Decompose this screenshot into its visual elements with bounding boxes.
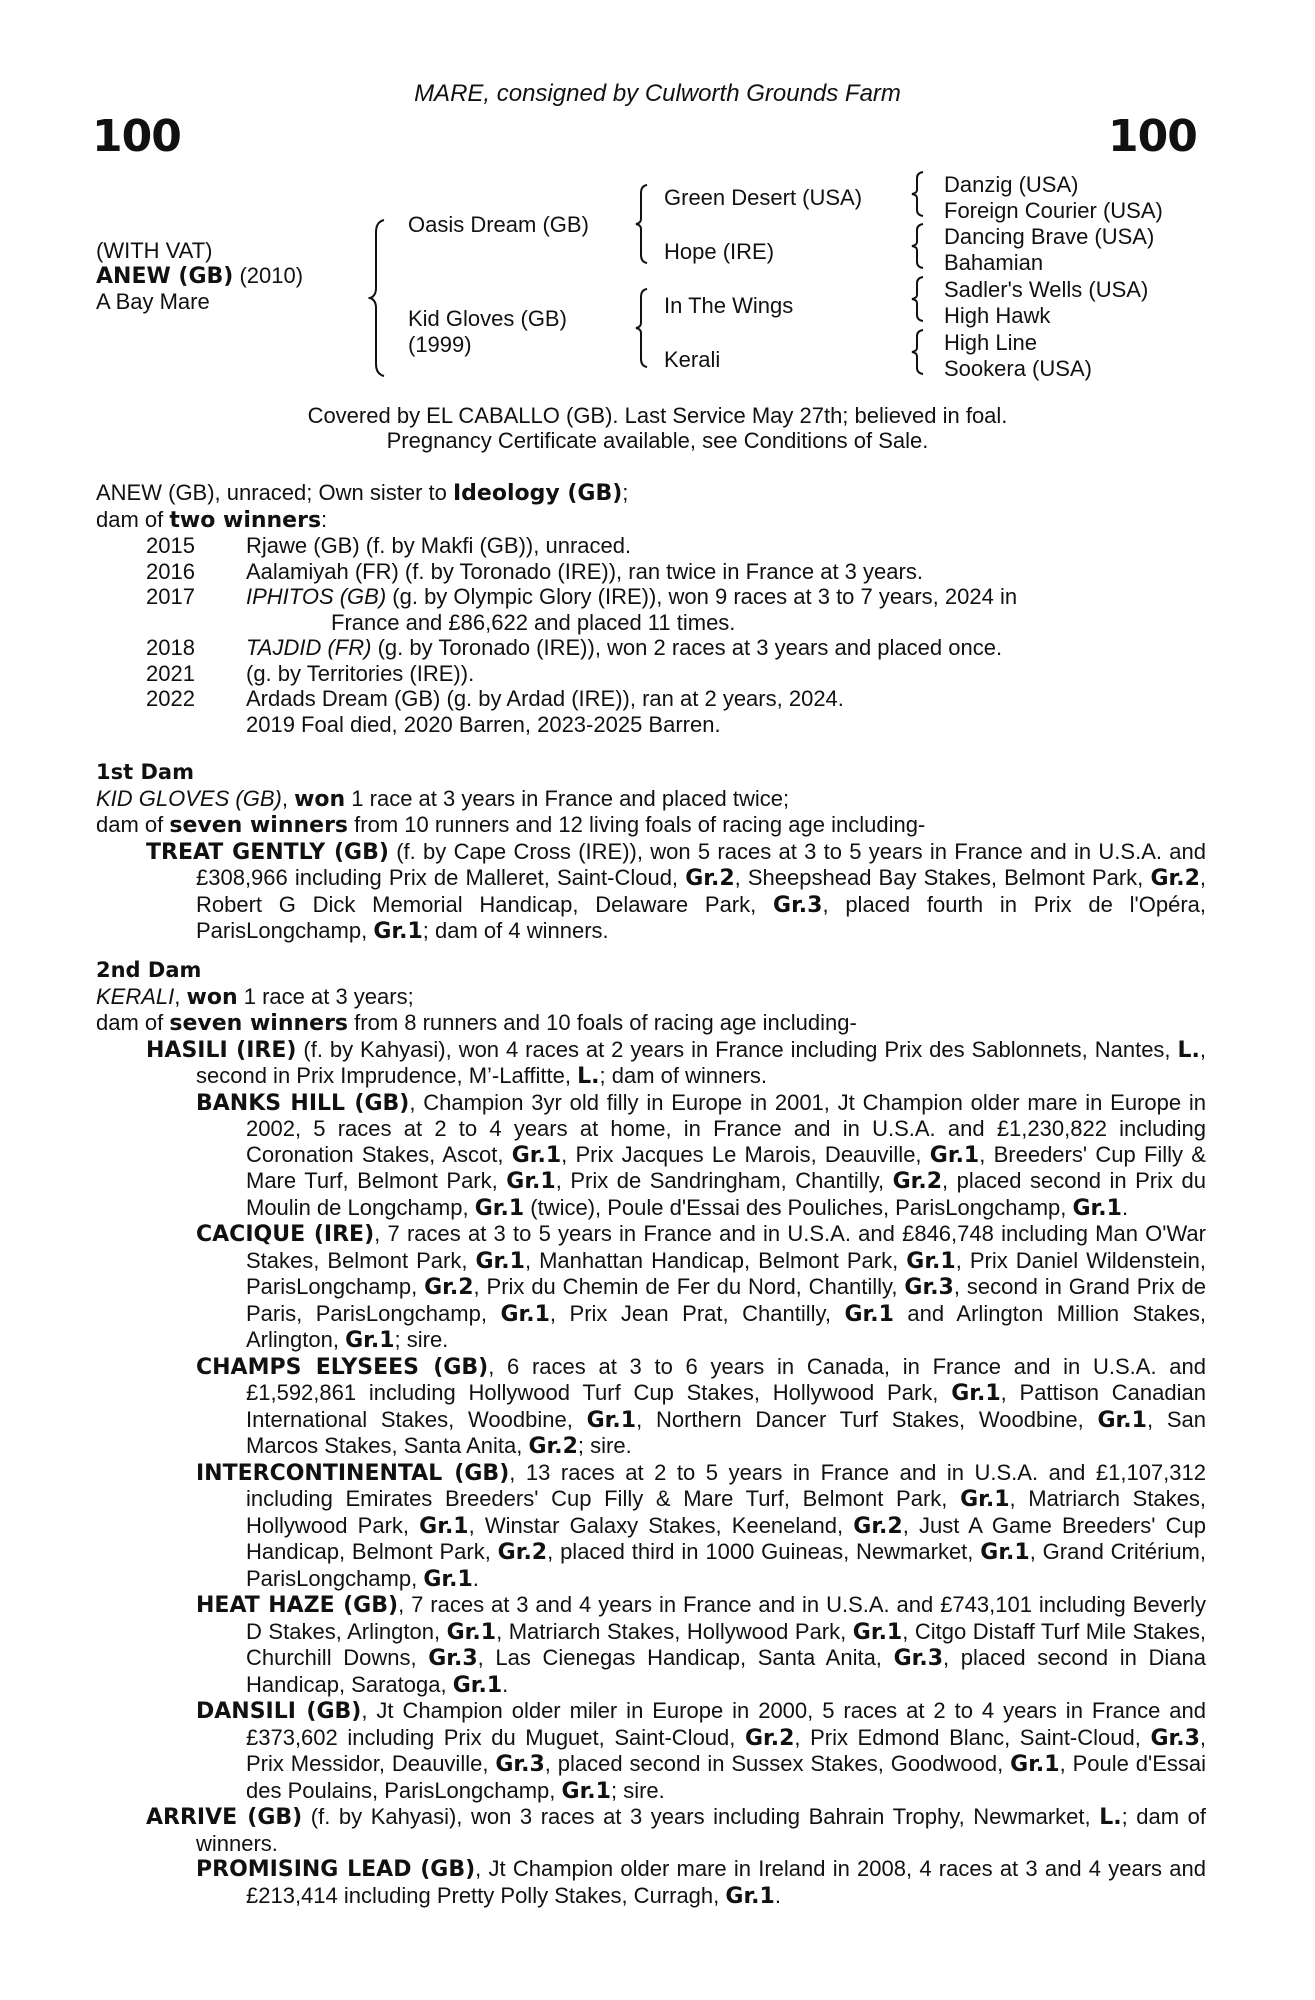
produce-dam-of: dam of two winners: bbox=[96, 506, 328, 533]
produce-intro: ANEW (GB), unraced; Own sister to Ideology (GB); bbox=[96, 480, 629, 506]
produce-record: 2018 TAJDID (FR) (g. by Toronado (IRE)), won 2 races at 3 years and placed once. bbox=[146, 635, 1003, 660]
pedigree-g3-6: High Hawk bbox=[944, 303, 1051, 328]
pedigree-g3-8: Sookera (USA) bbox=[944, 356, 1092, 381]
progeny-arrive: ARRIVE (GB) (f. by Kahyasi), won 3 races at 3 years including Bahrain Trophy, Newmarket, L.; dam of winners. bbox=[146, 1804, 1206, 1856]
lot-number-left: 100 bbox=[92, 111, 181, 162]
second-dam-record: KERALI, won 1 race at 3 years; bbox=[96, 983, 414, 1010]
produce-record: 2022 Ardads Dream (GB) (g. by Ardad (IRE)), ran at 2 years, 2024. bbox=[146, 686, 844, 711]
horse-description: A Bay Mare bbox=[96, 289, 210, 314]
pedigree-g3-7: High Line bbox=[944, 330, 1037, 355]
produce-record: 2021 (g. by Territories (IRE)). bbox=[146, 660, 475, 686]
brace-icon bbox=[634, 287, 652, 369]
produce-note: 2019 Foal died, 2020 Barren, 2023-2025 Barren. bbox=[246, 711, 721, 737]
pedigree-g3-4: Bahamian bbox=[944, 250, 1044, 275]
second-dam-name: KERALI bbox=[96, 983, 175, 1009]
page-header-title: MARE, consigned by Culworth Grounds Farm bbox=[414, 80, 901, 107]
brace-icon bbox=[910, 222, 928, 270]
progeny-banks-hill: BANKS HILL (GB), Champion 3yr old filly in Europe in 2001, Jt Champion older mare in Europe in 2002, 5 races at 2 to 4 years at home, in France and in U.S.A. and £1,230,822 including Coronation Stakes, Ascot, Gr.1, Prix Jacques Le Marois, Deauville, Gr.1, Breeders' Cup Filly & Mare Turf, Belmont Park, Gr.1, Prix de Sandringham, Chantilly, Gr.2, placed second in Prix du Moulin de Longchamp, Gr.1 (twice), Poule d'Essai des Pouliches, ParisLongchamp, Gr.1. bbox=[196, 1089, 1206, 1221]
progeny-hasili: HASILI (IRE) (f. by Kahyasi), won 4 races at 2 years in France including Prix des Sablonnets, Nantes, L., second in Prix Imprudence, M’-Laffitte, L.; dam of winners. bbox=[146, 1036, 1206, 1089]
pedigree-g3-5: Sadler's Wells (USA) bbox=[944, 277, 1149, 302]
progeny-promising-lead: PROMISING LEAD (GB), Jt Champion older mare in Ireland in 2008, 4 races at 3 and 4 years and £213,414 including Pretty Polly Stakes, Curragh, Gr.1. bbox=[196, 1856, 1206, 1909]
progeny-treat-gently: TREAT GENTLY (GB) (f. by Cape Cross (IRE)), won 5 races at 3 to 5 years in France and in U.S.A. and £308,966 including Prix de Malleret, Saint-Cloud, Gr.2, Sheepshead Bay Stakes, Belmont Park, Gr.2, Robert G Dick Memorial Handicap, Delaware Park, Gr.3, placed fourth in Prix de l'Opéra, ParisLongchamp, Gr.1; dam of 4 winners. bbox=[146, 838, 1207, 944]
brace-icon bbox=[634, 183, 652, 265]
second-dam-section bbox=[96, 958, 1206, 1909]
first-dam-section bbox=[96, 760, 1206, 945]
first-dam-record: KID GLOVES (GB), won 1 race at 3 years in France and placed twice; bbox=[96, 785, 790, 812]
covering-line-1: Covered by EL CABALLO (GB). Last Service May 27th; believed in foal. bbox=[307, 403, 1008, 428]
progeny-intercontinental: INTERCONTINENTAL (GB), 13 races at 2 to 5 years in France and in U.S.A. and £1,107,312 including Emirates Breeders' Cup Filly & Mare Turf, Belmont Park, Gr.1, Matriarch Stakes, Hollywood Park, Gr.1, Winstar Galaxy Stakes, Keeneland, Gr.2, Just A Game Breeders' Cup Handicap, Belmont Park, Gr.2, placed third in 1000 Guineas, Newmarket, Gr.1, Grand Critérium, ParisLongchamp, Gr.1. bbox=[196, 1459, 1206, 1592]
progeny-dansili: DANSILI (GB), Jt Champion older miler in Europe in 2000, 5 races at 2 to 4 years in France and £373,602 including Prix du Muguet, Saint-Cloud, Gr.2, Prix Edmond Blanc, Saint-Cloud, Gr.3, Prix Messidor, Deauville, Gr.3, placed second in Sussex Stakes, Goodwood, Gr.1, Poule d'Essai des Poulains, ParisLongchamp, Gr.1; sire. bbox=[196, 1698, 1206, 1804]
pedigree-sire-dam: Hope (IRE) bbox=[664, 239, 775, 264]
horse-year: (2010) bbox=[239, 263, 304, 288]
brace-icon bbox=[910, 170, 928, 218]
pedigree-g3-3: Dancing Brave (USA) bbox=[944, 224, 1155, 249]
pedigree-g3-1: Danzig (USA) bbox=[944, 172, 1079, 197]
progeny-champs-elysees: CHAMPS ELYSEES (GB), 6 races at 3 to 6 years in Canada, in France and in U.S.A. and £1,592,861 including Hollywood Turf Cup Stakes, Hollywood Park, Gr.1, Pattison Canadian International Stakes, Woodbine, Gr.1, Northern Dancer Turf Stakes, Woodbine, Gr.1, San Marcos Stakes, Santa Anita, Gr.2; sire. bbox=[196, 1353, 1206, 1459]
second-dam-produce: dam of seven winners from 8 runners and 10 foals of racing age including- bbox=[96, 1010, 857, 1036]
brace-icon bbox=[368, 218, 390, 378]
produce-record: 2016 Aalamiyah (FR) (f. by Toronado (IRE)), ran twice in France at 3 years. bbox=[146, 558, 923, 584]
produce-section bbox=[96, 480, 1206, 737]
first-dam-produce: dam of seven winners from 10 runners and 12 living foals of racing age including- bbox=[96, 812, 926, 838]
second-dam-title: 2nd Dam bbox=[96, 958, 202, 982]
pedigree-dam: Kid Gloves (GB) bbox=[408, 306, 567, 331]
produce-record-cont: France and £86,622 and placed 11 times. bbox=[331, 609, 736, 635]
progeny-cacique: CACIQUE (IRE), 7 races at 3 to 5 years in France and in U.S.A. and £846,748 including Man O'War Stakes, Belmont Park, Gr.1, Manhattan Handicap, Belmont Park, Gr.1, Prix Daniel Wildenstein, ParisLongchamp, Gr.2, Prix du Chemin de Fer du Nord, Chantilly, Gr.3, second in Grand Prix de Paris, ParisLongchamp, Gr.1, Prix Jean Prat, Chantilly, Gr.1 and Arlington Million Stakes, Arlington, Gr.1; sire. bbox=[196, 1221, 1207, 1353]
pedigree-dam-sire: In The Wings bbox=[664, 293, 794, 318]
pedigree-dam-year: (1999) bbox=[408, 332, 472, 357]
horse-title bbox=[96, 263, 303, 289]
lot-number-right: 100 bbox=[1108, 111, 1197, 162]
produce-record: 2017 IPHITOS (GB) (g. by Olympic Glory (IRE)), won 9 races at 3 to 7 years, 2024 in bbox=[146, 584, 1018, 609]
brace-icon bbox=[910, 275, 928, 323]
horse-name: ANEW (GB) bbox=[96, 264, 234, 289]
pedigree-sire-sire: Green Desert (USA) bbox=[664, 185, 863, 210]
first-dam-title: 1st Dam bbox=[96, 760, 194, 784]
vat-label: (WITH VAT) bbox=[96, 238, 213, 263]
brace-icon bbox=[910, 328, 928, 376]
covering-line-2: Pregnancy Certificate available, see Conditions of Sale. bbox=[386, 428, 929, 453]
progeny-heat-haze: HEAT HAZE (GB), 7 races at 3 and 4 years in France and in U.S.A. and £743,101 including Beverly D Stakes, Arlington, Gr.1, Matriarch Stakes, Hollywood Park, Gr.1, Citgo Distaff Turf Mile Stakes, Churchill Downs, Gr.3, Las Cienegas Handicap, Santa Anita, Gr.3, placed second in Diana Handicap, Saratoga, Gr.1. bbox=[196, 1592, 1207, 1698]
pedigree-g3-2: Foreign Courier (USA) bbox=[944, 198, 1163, 223]
sibling-name: Ideology (GB) bbox=[452, 481, 623, 506]
pedigree-sire: Oasis Dream (GB) bbox=[408, 212, 589, 237]
first-dam-name: KID GLOVES (GB) bbox=[96, 785, 282, 811]
produce-record: 2015 Rjawe (GB) (f. by Makfi (GB)), unraced. bbox=[146, 533, 632, 558]
pedigree-dam-dam: Kerali bbox=[664, 347, 721, 372]
